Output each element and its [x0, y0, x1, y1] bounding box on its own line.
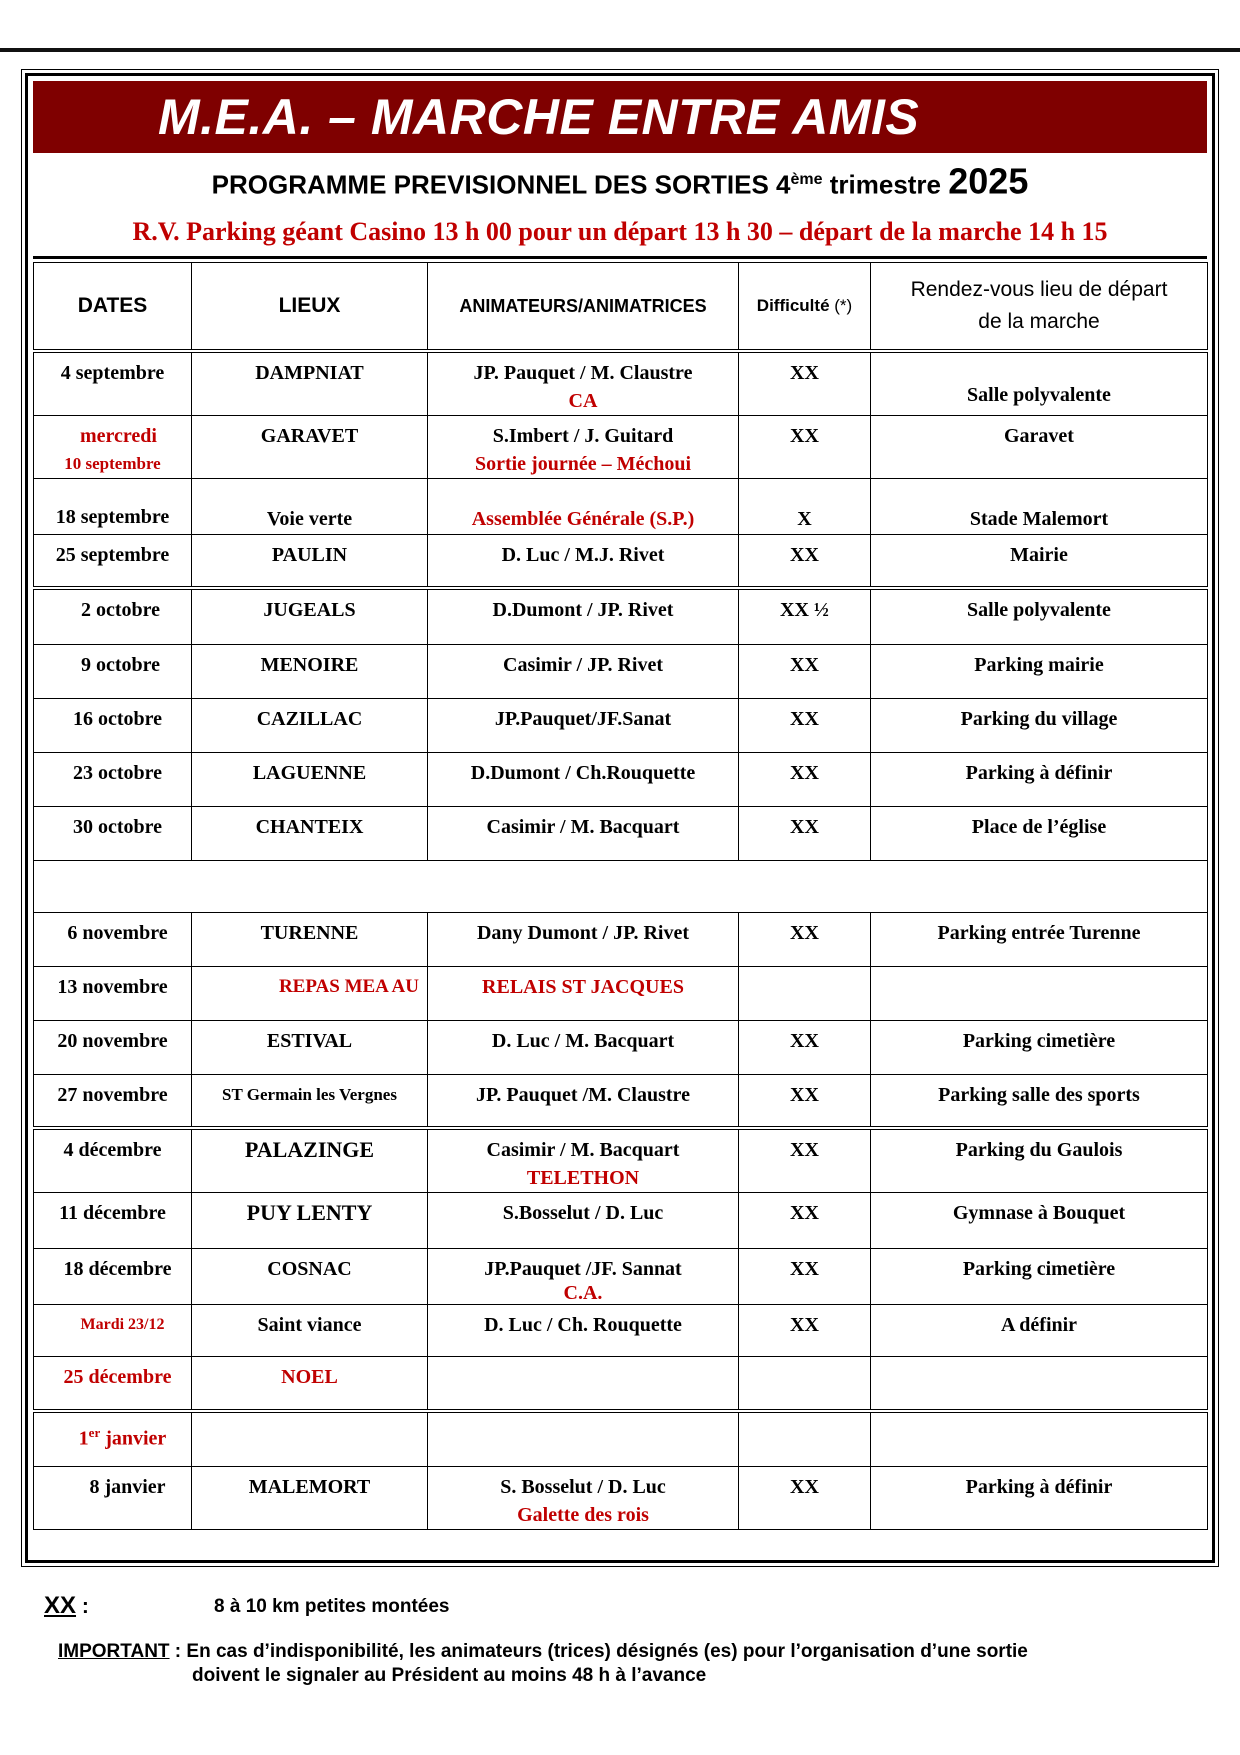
header-difficulte-label: Difficulté: [756, 295, 830, 315]
lieu-cell: Voie verte: [192, 478, 428, 534]
rdv-cell: [871, 351, 1208, 416]
table-row: [34, 534, 1208, 588]
lieu-cell: Saint viance: [192, 1305, 428, 1357]
subtitle-year: 2025: [948, 160, 1029, 202]
header-difficulte: [739, 263, 871, 351]
rdv-cell: Parking cimetière: [871, 1020, 1208, 1074]
animateurs-text: JP. Pauquet / M. Claustre: [473, 361, 693, 384]
lieu-cell: CAZILLAC: [192, 698, 428, 752]
rdv-cell: [871, 966, 1208, 1020]
difficulte-cell: XX ½: [739, 588, 871, 644]
animateurs-text: Casimir / M. Bacquart: [486, 1139, 680, 1161]
rdv-cell: Parking entrée Turenne: [871, 912, 1208, 966]
header-lieux: LIEUX: [192, 263, 428, 351]
legend-text: 8 à 10 km petites montées: [214, 1596, 450, 1617]
rdv-cell: Parking du village: [871, 698, 1208, 752]
difficulte-cell: XX: [739, 1193, 871, 1249]
table-row: [34, 1020, 1208, 1074]
table-row: [34, 1249, 1208, 1305]
animateurs-cell: [428, 351, 739, 416]
rdv-text-2: Salle polyvalente: [967, 383, 1111, 406]
date-cell: 20 novembre: [34, 1020, 192, 1074]
difficulte-cell: XX: [739, 351, 871, 416]
date-cell: 11 décembre: [34, 1193, 192, 1249]
header-animateurs: ANIMATEURS/ANIMATRICES: [428, 263, 739, 351]
animateurs-cell: Dany Dumont / JP. Rivet: [428, 912, 739, 966]
date-cell: 23 octobre: [34, 752, 192, 806]
subtitle-sup: ème: [790, 171, 823, 188]
rdv-cell: Stade Malemort: [871, 478, 1208, 534]
subtitle-main: PROGRAMME PREVISIONNEL DES SORTIES 4: [211, 169, 791, 200]
date-cell: 6 novembre: [34, 912, 192, 966]
difficulte-cell: XX: [739, 806, 871, 860]
page-title: M.E.A. – MARCHE ENTRE AMIS: [33, 81, 1207, 153]
header-rdv-line1: Rendez-vous lieu de départ: [910, 277, 1168, 301]
legend-colon: :: [76, 1595, 89, 1618]
rdv-cell: A définir: [871, 1305, 1208, 1357]
animateurs-cell: [428, 1467, 739, 1530]
animateurs-cell: D. Luc / Ch. Rouquette: [428, 1305, 739, 1357]
date-day: 10 septembre: [64, 453, 161, 473]
animateurs-note: C.A.: [563, 1282, 603, 1304]
lieu-cell: ESTIVAL: [192, 1020, 428, 1074]
header-rendez-vous: [871, 263, 1208, 351]
rdv-cell: Parking à définir: [871, 1467, 1208, 1530]
difficulte-cell: X: [739, 478, 871, 534]
table-row: [34, 415, 1208, 478]
difficulty-legend: [44, 1592, 450, 1620]
table-header-row: [34, 263, 1208, 351]
lieu-cell: LAGUENNE: [192, 752, 428, 806]
table-row: [34, 912, 1208, 966]
date-cell: 27 novembre: [34, 1074, 192, 1128]
table-row: [34, 478, 1208, 534]
lieu-cell: MALEMORT: [192, 1467, 428, 1530]
animateurs-cell: D.Dumont / JP. Rivet: [428, 588, 739, 644]
date-cell: 13 novembre: [34, 966, 192, 1020]
animateurs-cell: D.Dumont / Ch.Rouquette: [428, 752, 739, 806]
table-row: [34, 351, 1208, 416]
rdv-cell: [871, 1357, 1208, 1411]
animateurs-note: Galette des rois: [517, 1504, 649, 1526]
difficulte-cell: XX: [739, 1020, 871, 1074]
difficulte-cell: XX: [739, 534, 871, 588]
table-row: [34, 1411, 1208, 1467]
important-notice: [58, 1640, 1208, 1688]
programme-subtitle: [33, 160, 1207, 205]
difficulte-cell: XX: [739, 1467, 871, 1530]
table-row: [34, 1074, 1208, 1128]
date-cell: 16 octobre: [34, 698, 192, 752]
header-divider: [33, 256, 1207, 259]
animateurs-note: TELETHON: [526, 1167, 640, 1189]
lieu-cell: PALAZINGE: [192, 1128, 428, 1193]
date-weekday: mercredi: [79, 424, 157, 447]
table-row: [34, 644, 1208, 698]
lieu-cell: COSNAC: [192, 1249, 428, 1305]
spacer-row: [34, 860, 1208, 912]
rdv-cell: [871, 1411, 1208, 1467]
lieu-cell: JUGEALS: [192, 588, 428, 644]
header-rdv-line2: de la marche: [978, 309, 1100, 333]
rdv-cell: Parking mairie: [871, 644, 1208, 698]
animateurs-note: Sortie journée – Méchoui: [474, 452, 692, 475]
rdv-cell: Place de l’église: [871, 806, 1208, 860]
lieu-cell: REPAS MEA AU: [192, 966, 428, 1020]
table-row: [34, 1467, 1208, 1530]
table-row: [34, 966, 1208, 1020]
animateurs-text: S. Bosselut / D. Luc: [500, 1476, 666, 1498]
date-cell: 4 décembre: [34, 1128, 192, 1193]
date-cell: 2 octobre: [34, 588, 192, 644]
table-row: [34, 588, 1208, 644]
spacer-cell: [34, 860, 1208, 912]
difficulte-cell: XX: [739, 912, 871, 966]
rdv-cell: Garavet: [871, 415, 1208, 478]
table-row: [34, 1305, 1208, 1357]
date-sup: er: [88, 1424, 101, 1440]
animateurs-cell: [428, 1128, 739, 1193]
table-row: [34, 698, 1208, 752]
date-cell: 4 septembre: [34, 351, 192, 416]
difficulte-cell: XX: [739, 1305, 871, 1357]
rdv-cell: Mairie: [871, 534, 1208, 588]
lieu-cell: DAMPNIAT: [192, 351, 428, 416]
table-row: [34, 806, 1208, 860]
animateurs-note: CA: [568, 389, 598, 412]
date-cell: 8 janvier: [34, 1467, 192, 1530]
difficulte-cell: [739, 1411, 871, 1467]
date-cell: Mardi 23/12: [34, 1305, 192, 1357]
animateurs-cell: [428, 1411, 739, 1467]
difficulte-cell: XX: [739, 698, 871, 752]
date-cell: [34, 415, 192, 478]
date-month: janvier: [100, 1427, 167, 1450]
lieu-cell: ST Germain les Vergnes: [192, 1074, 428, 1128]
programme-table: [33, 262, 1208, 1530]
difficulte-cell: [739, 1357, 871, 1411]
meeting-point-line: R.V. Parking géant Casino 13 h 00 pour un départ 13 h 30 – départ de la marche 14 h 15: [132, 217, 1108, 246]
date-day: 1: [78, 1427, 89, 1450]
lieu-cell: CHANTEIX: [192, 806, 428, 860]
table-row: [34, 1357, 1208, 1411]
difficulte-cell: XX: [739, 1249, 871, 1305]
date-cell: [34, 1411, 192, 1467]
table-row: [34, 752, 1208, 806]
animateurs-cell: S.Bosselut / D. Luc: [428, 1193, 739, 1249]
rdv-cell: Parking cimetière: [871, 1249, 1208, 1305]
date-cell: 25 décembre: [34, 1357, 192, 1411]
lieu-cell: GARAVET: [192, 415, 428, 478]
difficulte-cell: XX: [739, 1074, 871, 1128]
top-rule: [0, 48, 1240, 52]
rdv-cell: Parking à définir: [871, 752, 1208, 806]
rdv-cell: Parking du Gaulois: [871, 1128, 1208, 1193]
lieu-cell: [192, 1411, 428, 1467]
animateurs-cell: [428, 1357, 739, 1411]
important-line1: : En cas d’indisponibilité, les animateurs (trices) désignés (es) pour l’organisation d’une sortie: [169, 1641, 1028, 1662]
difficulte-cell: XX: [739, 1128, 871, 1193]
lieu-cell: NOEL: [192, 1357, 428, 1411]
difficulte-cell: [739, 966, 871, 1020]
date-cell: 9 octobre: [34, 644, 192, 698]
difficulte-cell: XX: [739, 415, 871, 478]
animateurs-cell: JP. Pauquet /M. Claustre: [428, 1074, 739, 1128]
rdv-cell: Salle polyvalente: [871, 588, 1208, 644]
date-cell: 25 septembre: [34, 534, 192, 588]
animateurs-cell: JP.Pauquet/JF.Sanat: [428, 698, 739, 752]
header-dates: DATES: [34, 263, 192, 351]
table-row: [34, 1193, 1208, 1249]
date-cell: 18 septembre: [34, 478, 192, 534]
animateurs-cell: D. Luc / M. Bacquart: [428, 1020, 739, 1074]
important-line2: doivent le signaler au Président au moins 48 h à l’avance: [192, 1665, 707, 1686]
animateurs-cell: [428, 1249, 739, 1305]
animateurs-text: JP.Pauquet /JF. Sannat: [484, 1258, 682, 1280]
animateurs-cell: Casimir / M. Bacquart: [428, 806, 739, 860]
difficulte-cell: XX: [739, 752, 871, 806]
rdv-cell: Gymnase à Bouquet: [871, 1193, 1208, 1249]
date-cell: 30 octobre: [34, 806, 192, 860]
lieu-cell: MENOIRE: [192, 644, 428, 698]
animateurs-text: S.Imbert / J. Guitard: [492, 424, 674, 447]
difficulte-cell: XX: [739, 644, 871, 698]
rdv-text: [875, 359, 1203, 381]
lieu-cell: PUY LENTY: [192, 1193, 428, 1249]
rdv-cell: Parking salle des sports: [871, 1074, 1208, 1128]
important-label: IMPORTANT: [58, 1641, 170, 1662]
animateurs-cell: Casimir / JP. Rivet: [428, 644, 739, 698]
table-row: [34, 1128, 1208, 1193]
subtitle-after: trimestre: [822, 169, 949, 200]
animateurs-cell: Assemblée Générale (S.P.): [428, 478, 739, 534]
lieu-cell: TURENNE: [192, 912, 428, 966]
lieu-cell: PAULIN: [192, 534, 428, 588]
animateurs-cell: [428, 415, 739, 478]
animateurs-cell: D. Luc / M.J. Rivet: [428, 534, 739, 588]
header-difficulte-note: (*): [829, 295, 853, 315]
date-cell: 18 décembre: [34, 1249, 192, 1305]
legend-code: XX: [44, 1592, 77, 1619]
animateurs-cell: RELAIS ST JACQUES: [428, 966, 739, 1020]
